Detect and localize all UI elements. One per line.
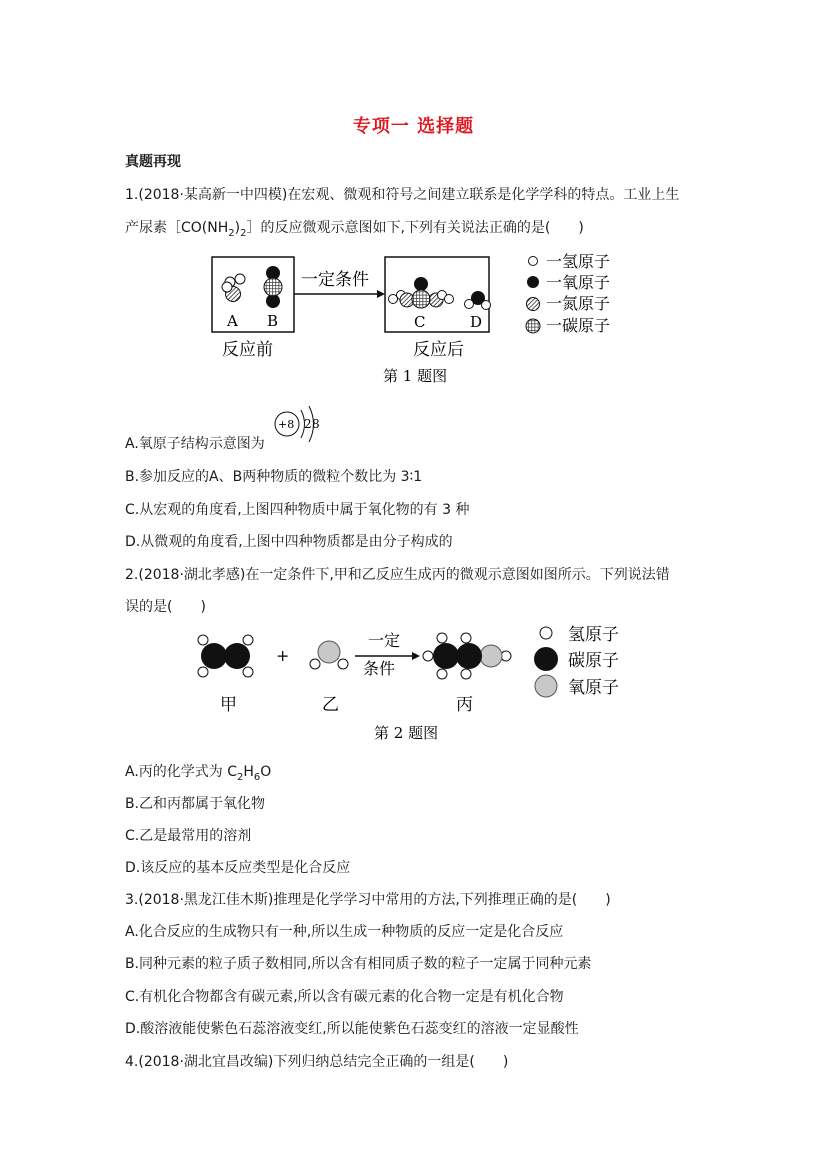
hydrogen-atom-icon	[437, 669, 447, 679]
hydrogen-atom-icon	[310, 659, 320, 669]
q3-stem: 3.(2018·黑龙江佳木斯)推理是化学学习中常用的方法,下列推理正确的是( )	[125, 892, 611, 908]
q2-option-c: C.乙是最常用的溶剂	[125, 828, 252, 844]
legend-nitrogen: 一氮原子	[546, 294, 611, 313]
section-heading: 真题再现	[125, 154, 181, 170]
legend-carbon: 一碳原子	[546, 316, 611, 335]
carbon-atom-icon	[264, 278, 282, 296]
legend-oxygen-icon	[535, 675, 557, 697]
after-label: 反应后	[413, 340, 464, 360]
arrow-head-icon	[377, 290, 385, 298]
q2-stem-line1: 2.(2018·湖北孝感)在一定条件下,甲和乙反应生成丙的微观示意图如图所示。下列说法错	[125, 567, 670, 583]
label-jia: 甲	[220, 695, 237, 715]
carbon-atom-icon	[412, 290, 430, 308]
hydrogen-atom-icon	[423, 651, 433, 661]
page-title: 专项一 选择题	[352, 116, 475, 137]
legend-hydrogen: 氢原子	[568, 625, 619, 645]
label-b: B	[267, 312, 279, 330]
hydrogen-atom-icon	[222, 282, 232, 292]
label-yi: 乙	[322, 695, 339, 715]
hydrogen-atom-icon	[243, 667, 253, 677]
hydrogen-atom-icon	[461, 669, 471, 679]
q2-stem-line2: 误的是( )	[125, 599, 206, 615]
legend-oxygen-icon	[527, 276, 539, 288]
condition-line2: 条件	[363, 659, 396, 678]
legend-carbon-icon	[526, 319, 540, 333]
hydrogen-atom-icon	[482, 301, 491, 310]
condition-line1: 一定	[368, 631, 401, 650]
q1-stem-line2: 产尿素$[CO(NH_2)_2]$的反应微观示意图如下,下列有关说法正确的是( )	[125, 220, 584, 239]
shell2-electrons: 8	[312, 417, 320, 431]
label-c: C	[414, 313, 426, 331]
q1-option-c: C.从宏观的角度看,上图四种物质中属于氧化物的有 3 种	[125, 502, 470, 518]
oxygen-atom-icon	[414, 277, 428, 291]
legend-hydrogen-icon	[540, 627, 552, 639]
condition-label: 一定条件	[301, 270, 369, 290]
nucleus-charge: +8	[278, 418, 295, 431]
legend-hydrogen-icon	[529, 257, 538, 266]
hydrogen-atom-icon	[198, 635, 208, 645]
q3-option-a: A.化合反应的生成物只有一种,所以生成一种物质的反应一定是化合反应	[125, 924, 564, 940]
label-d: D	[470, 313, 483, 331]
legend-oxygen: 一氧原子	[546, 273, 611, 292]
q2-option-d: D.该反应的基本反应类型是化合反应	[125, 860, 351, 876]
hydrogen-atom-icon	[437, 633, 447, 643]
figure-caption: 第 2 题图	[374, 724, 439, 742]
before-box	[212, 257, 294, 332]
before-label: 反应前	[222, 340, 273, 360]
carbon-atom-icon	[224, 643, 250, 669]
q3-option-b: B.同种元素的粒子质子数相同,所以含有相同质子数的粒子一定属于同种元素	[125, 956, 592, 972]
q2-option-a: A.丙的化学式为 $C_2H_6O$	[125, 764, 272, 783]
q4-stem: 4.(2018·湖北宜昌改编)下列归纳总结完全正确的一组是( )	[125, 1054, 509, 1070]
carbon-atom-icon	[201, 643, 227, 669]
label-a: A	[227, 312, 238, 330]
plus-sign: +	[276, 646, 290, 665]
q1-option-a: A.氧原子结构示意图为	[125, 436, 265, 452]
oxygen-atom-structure-diagram	[272, 404, 328, 442]
legend-hydrogen: 一氢原子	[546, 252, 611, 271]
hydrogen-atom-icon	[445, 295, 454, 304]
q1-reaction-figure	[205, 250, 635, 395]
oxygen-atom-icon	[480, 645, 502, 667]
carbon-atom-icon	[433, 643, 459, 669]
hydrogen-atom-icon	[338, 659, 348, 669]
hydrogen-atom-icon	[243, 635, 253, 645]
legend-nitrogen-icon	[527, 298, 540, 311]
shell1-electrons: 2	[304, 417, 312, 431]
q1-option-b: B.参加反应的A、B两种物质的微粒个数比为 3∶1	[125, 469, 423, 485]
q1-stem-line1: 1.(2018·某高新一中四模)在宏观、微观和符号之间建立联系是化学学科的特点。工业上生	[125, 187, 680, 203]
oxygen-atom-icon	[318, 641, 340, 663]
q3-option-c: C.有机化合物都含有碳元素,所以含有碳元素的化合物一定是有机化合物	[125, 989, 564, 1005]
hydrogen-atom-icon	[461, 633, 471, 643]
label-bing: 丙	[456, 695, 473, 715]
carbon-atom-icon	[456, 643, 482, 669]
legend-oxygen: 氧原子	[568, 678, 619, 698]
hydrogen-atom-icon	[465, 300, 474, 309]
arrow-head-icon	[412, 652, 420, 660]
legend-carbon: 碳原子	[568, 651, 619, 671]
figure-caption: 第 1 题图	[383, 367, 448, 385]
legend-carbon-icon	[534, 647, 558, 671]
q2-option-b: B.乙和丙都属于氧化物	[125, 796, 266, 812]
hydrogen-atom-icon	[198, 667, 208, 677]
hydrogen-atom-icon	[235, 274, 245, 284]
q2-reaction-figure	[190, 620, 640, 745]
q1-option-d: D.从微观的角度看,上图中四种物质都是由分子构成的	[125, 534, 453, 550]
q3-option-d: D.酸溶液能使紫色石蕊溶液变红,所以能使紫色石蕊变红的溶液一定显酸性	[125, 1021, 579, 1037]
